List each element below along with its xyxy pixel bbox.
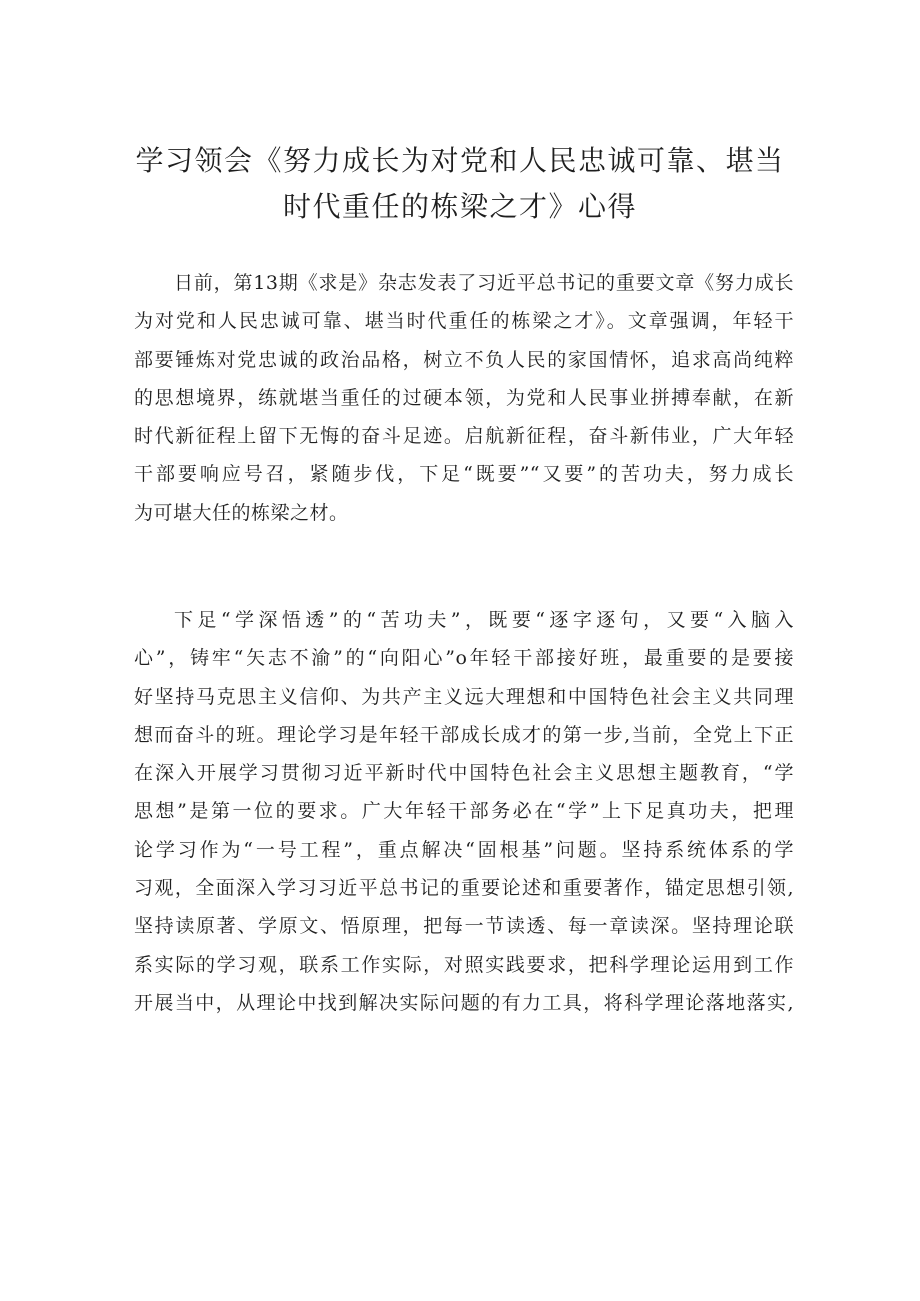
title-line: 时代重任的栋梁之才》心得 [282, 190, 637, 223]
paragraph-line: 干部要响应号召，紧随步伐，下足“既要”“又要”的苦功夫，努力成长 [134, 463, 794, 486]
paragraph-line: 系实际的学习观，联系工作实际，对照实践要求，把科学理论运用到工作 [134, 953, 794, 976]
paragraph-line: 时代新征程上留下无悔的奋斗足迹。启航新征程，奋斗新伟业，广大年轻 [134, 425, 794, 448]
document-title [100, 138, 820, 230]
paragraph-line: 习观，全面深入学习习近平总书记的重要论述和重要著作，锚定思想引领, [134, 877, 794, 900]
paragraph-line: 思想”是第一位的要求。广大年轻干部务必在“学”上下足真功夫，把理 [134, 800, 794, 823]
paragraph-line: 为可堪大任的栋梁之材。 [134, 501, 349, 524]
paragraph-line: 开展当中，从理论中找到解决实际问题的有力工具，将科学理论落地落实, [134, 991, 794, 1014]
paragraph-line: 论学习作为“一号工程”，重点解决“固根基”问题。坚持系统体系的学 [134, 838, 794, 861]
paragraph-1 [134, 264, 794, 532]
paragraph-line: 想而奋斗的班。理论学习是年轻干部成长成才的第一步,当前，全党上下正 [134, 723, 794, 746]
paragraph-line: 好坚持马克思主义信仰、为共产主义远大理想和中国特色社会主义共同理 [134, 685, 794, 708]
paragraph-line: 的思想境界，练就堪当重任的过硬本领，为党和人民事业拼搏奉献，在新 [134, 386, 794, 409]
title-line: 学习领会《努力成长为对党和人民忠诚可靠、堪当 [135, 144, 785, 177]
paragraph-line: 在深入开展学习贯彻习近平新时代中国特色社会主义思想主题教育，“学 [134, 762, 794, 785]
paragraph-line: 心”，铸牢“矢志不渝”的“向阳心”o年轻干部接好班，最重要的是要接 [134, 647, 794, 670]
paragraph-line: 日前，第13期《求是》杂志发表了习近平总书记的重要文章《努力成长 [174, 272, 794, 294]
paragraph-2 [134, 601, 794, 1022]
paragraph-line: 坚持读原著、学原文、悟原理，把每一节读透、每一章读深。坚持理论联 [134, 915, 794, 938]
paragraph-line: 为对党和人民忠诚可靠、堪当时代重任的栋梁之才》。文章强调，年轻干 [134, 310, 794, 333]
paragraph-line: 部要锤炼对党忠诚的政治品格，树立不负人民的家国情怀，追求高尚纯粹 [134, 348, 794, 371]
paragraph-line: 下足“学深悟透”的“苦功夫”，既要“逐字逐句，又要“入脑入 [174, 609, 794, 631]
